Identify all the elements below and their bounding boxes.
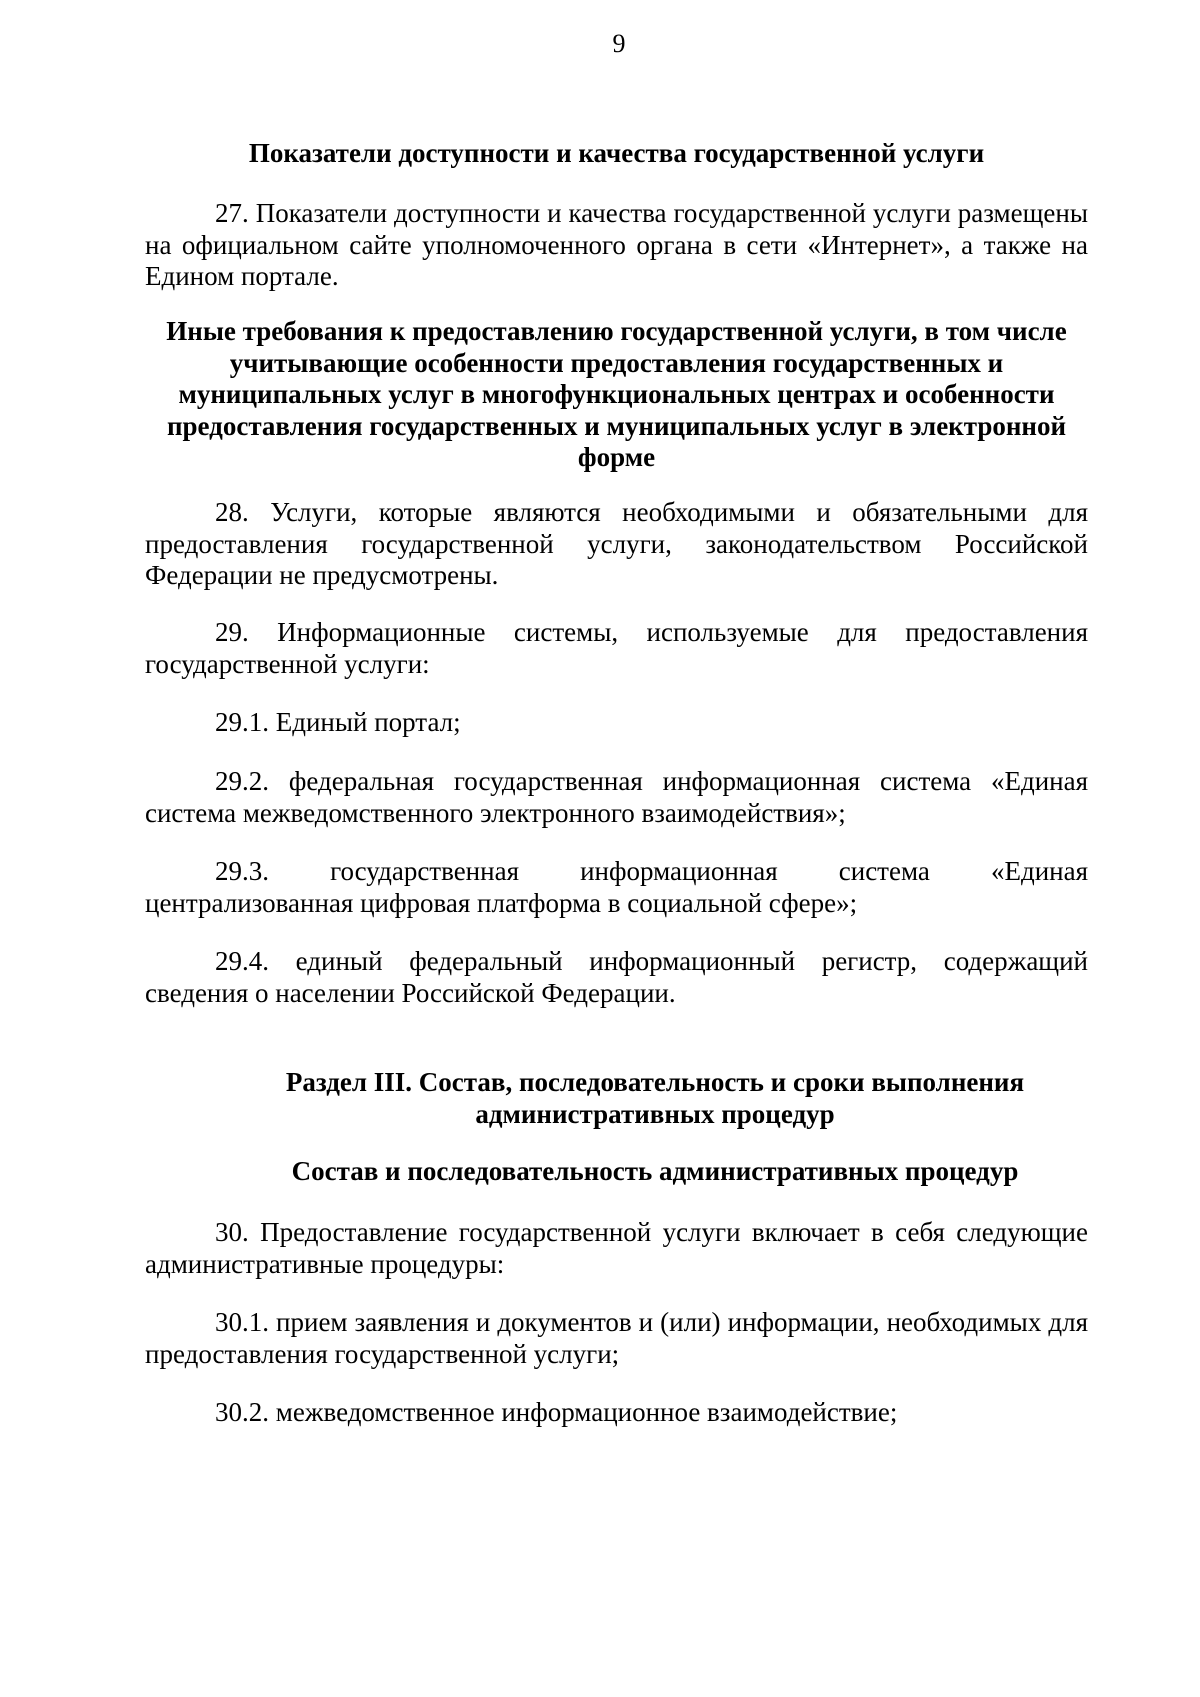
paragraph-29: 29. Информационные системы, используемые для предоставления государственной услуги: xyxy=(145,617,1088,679)
paragraph-30-1: 30.1. прием заявления и документов и (или) информации, необходимых для предоставления государственной услуги; xyxy=(145,1307,1088,1369)
heading-section-3: Раздел III. Состав, последовательность и сроки выполнения административных процедур xyxy=(285,1067,1025,1129)
paragraph-29-3-line-1: 29.3. государственная информационная система «Единая xyxy=(215,856,1088,886)
paragraph-29-1: 29.1. Единый портал; xyxy=(215,707,461,737)
heading-quality-indicators: Показатели доступности и качества государственной услуги xyxy=(248,138,985,168)
paragraph-28: 28. Услуги, которые являются необходимыми и обязательными для предоставления государственной услуги, законодательством Российской Федерации не предусмотрены. xyxy=(145,497,1088,590)
paragraph-29-3 xyxy=(145,856,1088,919)
paragraph-30: 30. Предоставление государственной услуги включает в себя следующие административные процедуры: xyxy=(145,1217,1088,1279)
paragraph-29-3-line-2: централизованная цифровая платформа в социальной сфере»; xyxy=(145,887,858,918)
paragraph-29-2: 29.2. федеральная государственная информационная система «Единая система межведомственного электронного взаимодействия»; xyxy=(145,766,1088,828)
paragraph-30-2: 30.2. межведомственное информационное взаимодействие; xyxy=(215,1397,898,1427)
paragraph-29-4: 29.4. единый федеральный информационный регистр, содержащий сведения о населении Российской Федерации. xyxy=(145,946,1088,1008)
heading-composition-of-procedures: Состав и последовательность административных процедур xyxy=(291,1156,1019,1186)
paragraph-27: 27. Показатели доступности и качества государственной услуги размещены на официальном сайте уполномоченного органа в сети «Интернет», а также на Едином портале. xyxy=(145,198,1088,291)
page-number: 9 xyxy=(612,29,626,58)
heading-other-requirements: Иные требования к предоставлению государственной услуги, в том числе учитывающие особенности предоставления государственных и муниципальных услуг в многофункциональных центрах и особенности предоставления государственных и муниципальных услуг в электронной форме xyxy=(166,316,1067,472)
